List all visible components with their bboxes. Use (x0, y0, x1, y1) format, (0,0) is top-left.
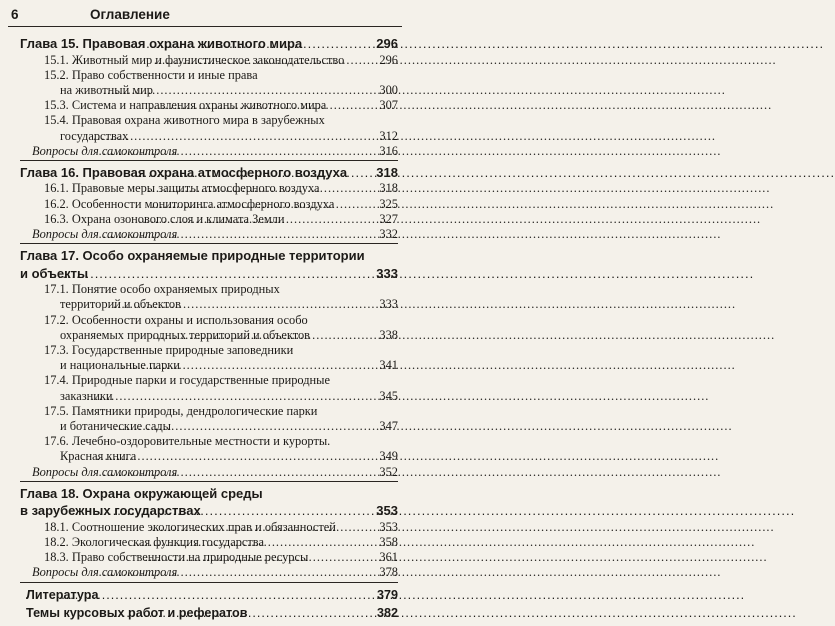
dot-leader (99, 565, 377, 580)
chapter-page-number: 333 (376, 265, 398, 281)
toc-entry[interactable] (20, 53, 398, 68)
toc-entry-row (20, 297, 398, 312)
toc-entry[interactable] (20, 434, 398, 464)
self-check-questions[interactable] (20, 465, 398, 480)
toc-entry-line: заказники (60, 388, 113, 403)
toc-entry-row (20, 129, 398, 144)
back-matter-label: Литература (26, 587, 99, 602)
back-matter (20, 586, 398, 623)
chapter-heading[interactable] (20, 247, 398, 282)
toc-page-number: 296 (379, 52, 398, 67)
toc-entry-line: 16.2. Особенности мониторинга атмосферного воздуха (44, 196, 335, 211)
toc-entry-row (20, 535, 398, 550)
toc-entry-line: охраняемых природных территорий и объектов (60, 327, 311, 342)
chapter-section (20, 35, 398, 161)
toc-page-number: 312 (379, 128, 398, 143)
chapter-title-line: Глава 16. Правовая охрана атмосферного воздуха (20, 164, 348, 180)
chapter-page-number: 353 (376, 503, 398, 519)
toc-page-number: 341 (379, 358, 398, 373)
chapter-section (20, 164, 398, 244)
toc-page-number: 338 (379, 327, 398, 342)
dot-leader (123, 35, 374, 53)
toc-page-number: 349 (379, 449, 398, 464)
toc-page-number: 318 (379, 181, 398, 196)
dot-leader (103, 83, 377, 98)
self-check-page-number: 378 (379, 565, 398, 580)
self-check-label: Вопросы для самоконтроля (32, 227, 178, 242)
toc-entry-row (20, 181, 398, 196)
dot-leader (154, 53, 378, 68)
toc-entry-line: 15.4. Правовая охрана животного мира в зарубежных (44, 113, 325, 128)
dot-leader (87, 389, 378, 404)
chapter-heading[interactable] (20, 35, 398, 53)
dot-leader (61, 586, 375, 604)
toc-entry-line: 17.1. Понятие особо охраняемых природных (44, 282, 280, 297)
dot-leader (152, 328, 377, 343)
chapter-title-row (20, 265, 398, 283)
toc-entry[interactable] (20, 181, 398, 196)
toc-entry-line: 18.3. Право собственности на природные ресурсы (44, 550, 309, 565)
running-title: Оглавление (90, 7, 170, 22)
chapter-title-line: Глава 17. Особо охраняемые природные территории (20, 248, 365, 264)
toc-entry[interactable] (20, 343, 398, 373)
dot-leader (133, 535, 378, 550)
toc-page-number: 325 (379, 196, 398, 211)
toc-entry-line: 17.5. Памятники природы, дендрологические парки (44, 403, 318, 418)
dot-leader (93, 129, 377, 144)
back-matter-entry[interactable] (20, 604, 398, 622)
toc-entry[interactable] (20, 520, 398, 535)
dot-leader (94, 502, 374, 520)
toc-entry-row (20, 389, 398, 404)
chapter-title-line: Глава 15. Правовая охрана животного мира (20, 36, 303, 51)
toc-page-number: 347 (379, 419, 398, 434)
toc-entry-row (20, 83, 398, 98)
dot-leader (53, 265, 374, 283)
dot-leader (99, 227, 377, 242)
toc-entry-line: 15.3. Система и направления охраны животного мира (44, 98, 327, 113)
dot-leader (148, 181, 378, 196)
self-check-label: Вопросы для самоконтроля (32, 565, 178, 580)
toc-entry-line: 17.4. Природные парки и государственные природные (44, 373, 330, 388)
self-check-label: Вопросы для самоконтроля (32, 143, 178, 158)
table-of-contents (20, 35, 398, 626)
toc-entry-row (20, 212, 398, 227)
toc-entry-line: 17.2. Особенности охраны и использования особо (44, 312, 308, 327)
chapter-page-number: 296 (376, 36, 398, 51)
back-matter-page-number: 382 (376, 605, 398, 620)
toc-entry[interactable] (20, 282, 398, 312)
toc-entry[interactable] (20, 212, 398, 227)
chapter-title-row (20, 164, 398, 182)
toc-page-number: 345 (379, 388, 398, 403)
toc-entry-row (20, 98, 398, 113)
dot-leader (134, 164, 374, 182)
self-check-page-number: 332 (379, 227, 398, 242)
toc-entry-line: 18.2. Экологическая функция государства (44, 535, 264, 550)
chapter-page-number: 318 (376, 164, 398, 180)
toc-entry-row (20, 53, 398, 68)
chapter-heading[interactable] (20, 164, 398, 182)
toc-entry-line: 15.2. Право собственности и иные права (44, 67, 258, 82)
toc-page-number: 327 (379, 211, 398, 226)
chapter-title-line: и объекты (20, 265, 89, 281)
dot-leader (149, 98, 377, 113)
toc-entry-row (20, 520, 398, 535)
toc-entry-line: 16.1. Правовые меры защиты атмосферного воздуха (44, 181, 320, 196)
toc-page-number: 307 (379, 98, 398, 113)
toc-entry[interactable] (20, 373, 398, 403)
toc-entry-line: 18.1. Соотношение экологических прав и обязанностей (44, 519, 336, 534)
toc-entry-line: 17.3. Государственные природные заповедники (44, 343, 294, 358)
self-check-label: Вопросы для самоконтроля (32, 464, 178, 479)
dot-leader (96, 449, 377, 464)
dot-leader (145, 550, 378, 565)
dot-leader (99, 144, 377, 159)
dot-leader (152, 520, 378, 535)
back-matter-label: Темы курсовых работ и рефератов (26, 605, 248, 620)
toc-entry[interactable] (20, 404, 398, 434)
chapter-title-row (20, 502, 398, 520)
toc-entry-line: 17.6. Лечебно-оздоровительные местности и курорты. (44, 434, 331, 449)
toc-entry-line: государствах (60, 128, 129, 143)
toc-entry[interactable] (20, 68, 398, 98)
self-check-questions[interactable] (20, 227, 398, 242)
toc-entry-line: и национальные парки (60, 358, 180, 373)
dot-leader (138, 212, 377, 227)
toc-entry-line: и ботанические сады (60, 419, 171, 434)
dot-leader (113, 604, 375, 622)
toc-page-number: 353 (379, 519, 398, 534)
dot-leader (110, 419, 378, 434)
chapter-title-line: Глава 18. Охрана окружающей среды (20, 485, 263, 501)
toc-entry-row (20, 419, 398, 434)
self-check-page-number: 316 (379, 143, 398, 158)
toc-entry-row (20, 358, 398, 373)
chapter-heading[interactable] (20, 485, 398, 520)
toc-entry[interactable] (20, 98, 398, 113)
back-matter-page-number: 379 (376, 587, 398, 602)
dot-leader (151, 197, 377, 212)
dot-leader (99, 465, 377, 480)
back-matter-entry[interactable] (20, 586, 398, 604)
toc-entry[interactable] (20, 197, 398, 212)
toc-page-number: 300 (379, 82, 398, 97)
toc-page-number: 361 (379, 550, 398, 565)
dot-leader (113, 297, 377, 312)
toc-entry[interactable] (20, 535, 398, 550)
toc-entry-row (20, 550, 398, 565)
toc-entry[interactable] (20, 113, 398, 143)
toc-entry-line: Красная книга (60, 449, 137, 464)
chapter-section (20, 485, 398, 583)
page-header (8, 4, 402, 27)
dot-leader (113, 358, 377, 373)
toc-entry-row (20, 197, 398, 212)
toc-entry[interactable] (20, 313, 398, 343)
toc-entry-line: на животный мир (60, 82, 153, 97)
toc-entry-row (20, 328, 398, 343)
toc-entry-line: 16.3. Охрана озонового слоя и климата Земли (44, 211, 285, 226)
chapter-title-row (20, 35, 398, 53)
self-check-questions[interactable] (20, 144, 398, 159)
chapter-section (20, 247, 398, 482)
chapter-title-line: в зарубежных государствах (20, 503, 201, 519)
toc-page-number: 333 (379, 297, 398, 312)
toc-entry-line: 15.1. Животный мир и фаунистическое законодательство (44, 52, 345, 67)
toc-entry[interactable] (20, 550, 398, 565)
self-check-page-number: 352 (379, 464, 398, 479)
toc-page (0, 0, 410, 620)
self-check-questions[interactable] (20, 565, 398, 580)
toc-entry-row (20, 449, 398, 464)
page-number: 6 (11, 7, 19, 22)
toc-page-number: 358 (379, 535, 398, 550)
toc-entry-line: территорий и объектов (60, 297, 181, 312)
